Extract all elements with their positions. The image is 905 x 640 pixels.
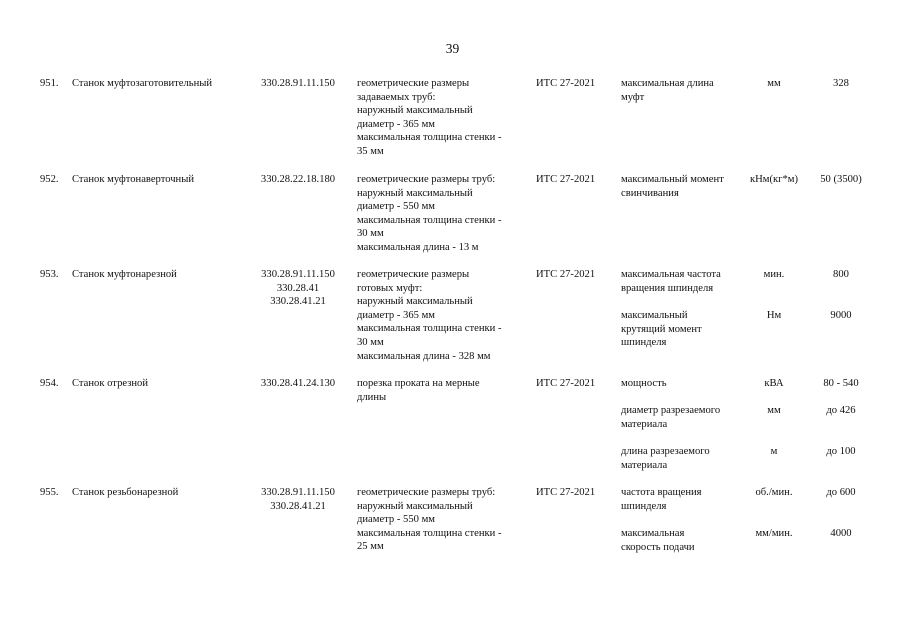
code: 330.28.91.11.150 bbox=[261, 487, 335, 498]
row-number: 952. bbox=[40, 174, 59, 185]
okpd-codes bbox=[250, 77, 346, 91]
description-line: наружный максимальный bbox=[357, 105, 473, 117]
parameter-name-line: шпинделя bbox=[621, 337, 667, 349]
description-line: максимальная толщина стенки - bbox=[357, 527, 502, 539]
parameter-name-line: максимальная bbox=[621, 528, 685, 539]
code: 330.28.91.11.150 bbox=[261, 78, 335, 89]
parameter-name-line: диаметр разрезаемого bbox=[621, 405, 721, 416]
parameter-name-line: мощность bbox=[621, 378, 667, 389]
parameter-name-line: максимальный bbox=[621, 310, 688, 321]
parameter-name-line: шпинделя bbox=[621, 500, 667, 512]
description-line: максимальная толщина стенки - bbox=[357, 132, 502, 144]
parameter-unit: мм bbox=[767, 78, 781, 89]
description-line: наружный максимальный bbox=[357, 500, 473, 512]
equipment-name: Станок муфтонаверточный bbox=[72, 174, 195, 185]
description-line: максимальная толщина стенки - bbox=[357, 214, 502, 226]
description-line: геометрические размеры труб: bbox=[357, 174, 496, 185]
equipment-name: Станок муфтонарезной bbox=[72, 269, 177, 280]
description bbox=[357, 377, 529, 404]
row-number: 953. bbox=[40, 269, 59, 280]
okpd-codes bbox=[250, 173, 346, 187]
description-line: диаметр - 365 мм bbox=[357, 118, 435, 130]
description bbox=[357, 173, 529, 255]
parameter-name bbox=[621, 309, 743, 350]
row-number: 951. bbox=[40, 78, 59, 89]
description-line: наружный максимальный bbox=[357, 296, 473, 308]
parameter-value: 50 (3500) bbox=[820, 174, 862, 185]
description-line: геометрические размеры труб: bbox=[357, 487, 496, 498]
parameters bbox=[621, 77, 886, 104]
standard-reference: ИТС 27-2021 bbox=[536, 78, 596, 89]
parameter-value: 328 bbox=[833, 78, 849, 89]
description-line: наружный максимальный bbox=[357, 187, 473, 199]
description-line: 30 мм bbox=[357, 336, 384, 348]
description-line: 35 мм bbox=[357, 145, 384, 157]
parameter bbox=[621, 527, 886, 554]
parameter-name bbox=[621, 268, 743, 295]
description-line: геометрические размеры bbox=[357, 78, 470, 89]
parameter-name-line: скорость подачи bbox=[621, 541, 695, 553]
parameter-name-line: длина разрезаемого bbox=[621, 446, 710, 457]
code: 330.28.41.24.130 bbox=[260, 378, 336, 389]
parameter-unit: об./мин. bbox=[755, 487, 793, 498]
parameter-name-line: вращения шпинделя bbox=[621, 282, 714, 294]
code: 330.28.41 bbox=[276, 282, 320, 294]
parameter-name bbox=[621, 173, 743, 200]
code: 330.28.41.21 bbox=[270, 500, 326, 512]
parameters bbox=[621, 268, 886, 350]
parameter bbox=[621, 377, 886, 404]
description-line: максимальная толщина стенки - bbox=[357, 323, 502, 335]
equipment-name: Станок муфтозаготовительный bbox=[72, 78, 213, 89]
parameters bbox=[621, 173, 886, 200]
parameter-name-line: крутящий момент bbox=[621, 323, 702, 335]
parameter bbox=[621, 268, 886, 309]
parameter bbox=[621, 445, 886, 472]
row-number: 955. bbox=[40, 487, 59, 498]
description-line: 30 мм bbox=[357, 228, 384, 240]
description-line: диаметр - 550 мм bbox=[357, 514, 435, 526]
standard-reference: ИТС 27-2021 bbox=[536, 487, 596, 498]
description-line: геометрические размеры bbox=[357, 269, 470, 280]
parameter-value: 9000 bbox=[830, 310, 852, 321]
description-line: 25 мм bbox=[357, 541, 384, 553]
parameter-unit: кВА bbox=[764, 378, 784, 389]
parameter bbox=[621, 309, 886, 350]
standard-reference: ИТС 27-2021 bbox=[536, 378, 596, 389]
okpd-codes bbox=[250, 486, 346, 513]
parameters bbox=[621, 377, 886, 472]
parameter-name-line: материала bbox=[621, 418, 668, 430]
parameter-unit: кНм(кг*м) bbox=[749, 174, 799, 185]
code: 330.28.91.11.150 bbox=[261, 269, 335, 280]
parameter bbox=[621, 404, 886, 445]
parameter-unit: мин. bbox=[763, 269, 785, 280]
description-line: готовых муфт: bbox=[357, 282, 423, 294]
description bbox=[357, 77, 529, 159]
equipment-name: Станок отрезной bbox=[72, 378, 149, 389]
row-number: 954. bbox=[40, 378, 59, 389]
parameter bbox=[621, 77, 886, 104]
description-line: порезка проката на мерные bbox=[357, 378, 480, 389]
parameter-unit: м bbox=[770, 446, 778, 457]
standard-reference: ИТС 27-2021 bbox=[536, 269, 596, 280]
parameter-unit: Нм bbox=[766, 310, 782, 321]
parameter-unit: мм/мин. bbox=[755, 528, 793, 539]
description-line: максимальная длина - 328 мм bbox=[357, 350, 491, 362]
description bbox=[357, 486, 529, 554]
parameters bbox=[621, 486, 886, 554]
parameter-name-line: частота вращения bbox=[621, 487, 702, 498]
parameter-name bbox=[621, 404, 743, 431]
parameter-name bbox=[621, 527, 743, 554]
parameter-name-line: свинчивания bbox=[621, 187, 679, 199]
equipment-name: Станок резьбонарезной bbox=[72, 487, 179, 498]
parameter-value: 80 - 540 bbox=[823, 378, 859, 389]
okpd-codes bbox=[250, 377, 346, 391]
parameter-name-line: материала bbox=[621, 459, 668, 471]
parameter-name bbox=[621, 486, 743, 513]
description bbox=[357, 268, 529, 363]
description-line: задаваемых труб: bbox=[357, 91, 436, 103]
parameter-unit: мм bbox=[767, 405, 781, 416]
okpd-codes bbox=[250, 268, 346, 309]
parameter-name bbox=[621, 377, 743, 391]
parameter-name-line: максимальная длина bbox=[621, 78, 714, 89]
parameter bbox=[621, 486, 886, 527]
parameter-value: 800 bbox=[833, 269, 849, 280]
page-number: 39 bbox=[445, 41, 460, 56]
standard-reference: ИТС 27-2021 bbox=[536, 174, 596, 185]
code: 330.28.41.21 bbox=[270, 296, 326, 308]
parameter-name-line: муфт bbox=[621, 91, 645, 103]
parameter bbox=[621, 173, 886, 200]
description-line: длины bbox=[357, 391, 387, 403]
parameter-name bbox=[621, 77, 743, 104]
parameter-name-line: максимальная частота bbox=[621, 269, 721, 280]
description-line: максимальная длина - 13 м bbox=[357, 241, 479, 253]
parameter-value: 4000 bbox=[830, 528, 852, 539]
description-line: диаметр - 550 мм bbox=[357, 201, 435, 213]
parameter-value: до 426 bbox=[826, 405, 856, 416]
parameter-name-line: максимальный момент bbox=[621, 174, 724, 185]
description-line: диаметр - 365 мм bbox=[357, 309, 435, 321]
parameter-value: до 100 bbox=[826, 446, 856, 457]
parameter-value: до 600 bbox=[826, 487, 856, 498]
parameter-name bbox=[621, 445, 743, 472]
code: 330.28.22.18.180 bbox=[260, 174, 336, 185]
